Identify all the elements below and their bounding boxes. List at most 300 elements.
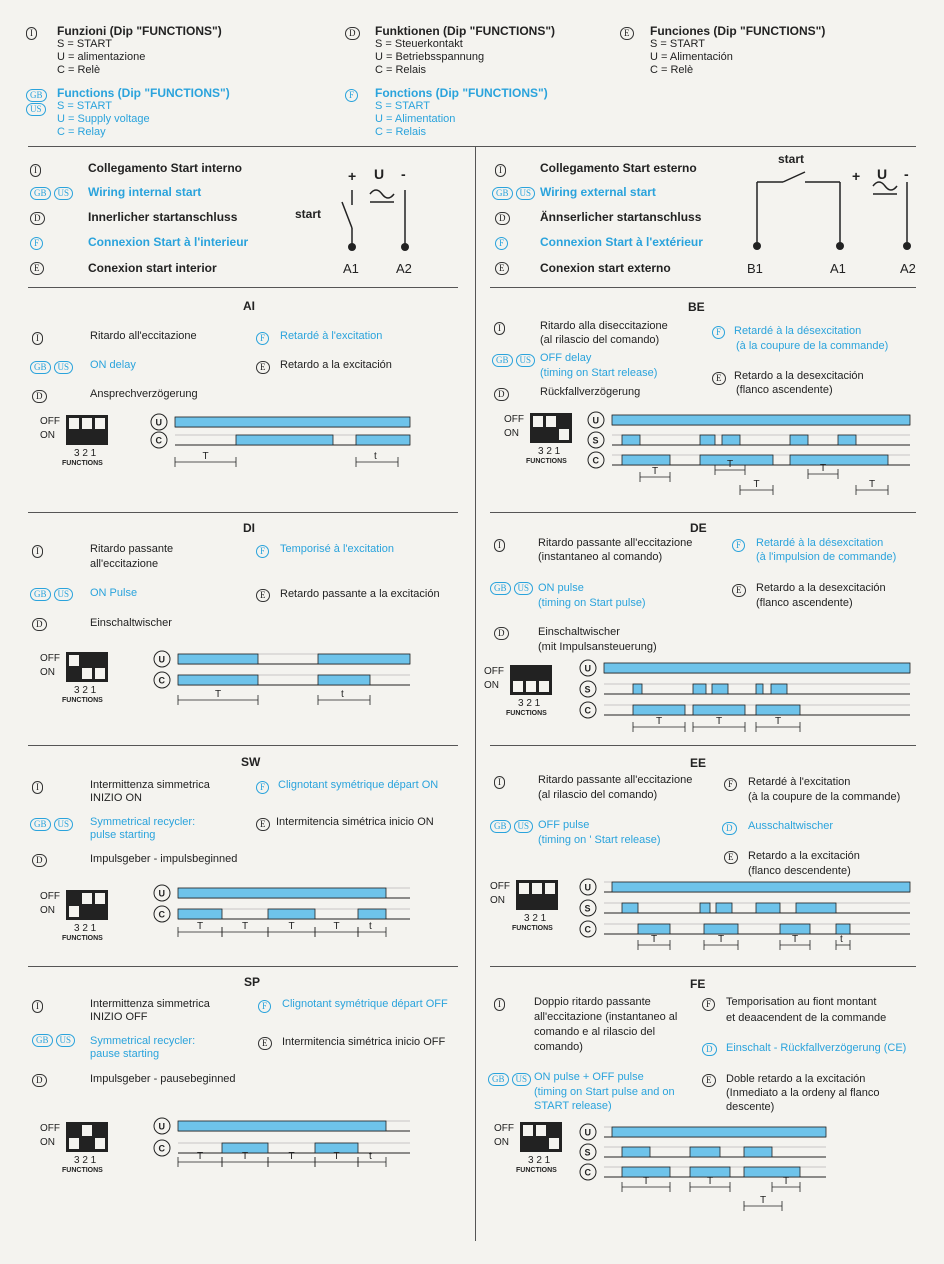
a2-label: A2 bbox=[396, 261, 412, 276]
signal-label: C bbox=[158, 1143, 165, 1154]
text-es: Retardo a la desexcitación bbox=[734, 370, 864, 382]
text-it: (al rilascio del comando) bbox=[540, 334, 660, 346]
dip-functions-label: FUNCTIONS bbox=[62, 1167, 103, 1174]
timer-label: T bbox=[656, 716, 663, 727]
dip-on-label: ON bbox=[504, 428, 519, 439]
text-it: (al rilascio del comando) bbox=[538, 789, 658, 801]
text-es: (flanco ascendente) bbox=[756, 597, 853, 609]
signal-label: C bbox=[584, 924, 591, 935]
text-gb: pulse starting bbox=[90, 829, 156, 841]
functions-line: S = Steuerkontakt bbox=[375, 38, 463, 50]
flag-fr-icon: F bbox=[256, 781, 269, 794]
timer-label: T bbox=[727, 459, 734, 470]
signal-high-pulse bbox=[744, 1167, 800, 1177]
dip-switch-lever bbox=[69, 655, 79, 666]
signal-label: C bbox=[155, 435, 162, 446]
text-gb: (timing on Start release) bbox=[540, 367, 658, 379]
text-it: INIZIO ON bbox=[90, 792, 142, 804]
flag-gb-icon: GB bbox=[488, 1073, 509, 1086]
flag-it-icon: I bbox=[32, 332, 43, 345]
dip-switch-lever bbox=[549, 1138, 559, 1149]
flag-it-icon: I bbox=[495, 164, 506, 177]
functions-title-gb: Functions (Dip "FUNCTIONS") bbox=[57, 86, 230, 100]
flag-es-icon: E bbox=[256, 818, 270, 831]
a1-label: A1 bbox=[830, 261, 846, 276]
text-gb: pause starting bbox=[90, 1048, 160, 1060]
signal-label: C bbox=[158, 675, 165, 686]
dip-switch-lever bbox=[69, 906, 79, 917]
signal-label: C bbox=[592, 455, 599, 466]
flag-it-icon: I bbox=[32, 1000, 43, 1013]
signal-label: U bbox=[158, 654, 165, 665]
text-es: Retardo a la desexcitación bbox=[756, 582, 886, 594]
signal-label: U bbox=[155, 417, 162, 428]
timer-label: T bbox=[820, 463, 827, 474]
text-gb: (timing on ' Start release) bbox=[538, 834, 661, 846]
flag-gb-icon: GB bbox=[30, 187, 51, 200]
signal-high-pulse bbox=[704, 924, 738, 934]
dip-functions-label: FUNCTIONS bbox=[516, 1167, 557, 1174]
functions-line: C = Relè bbox=[650, 64, 694, 76]
timer-label: T bbox=[652, 466, 659, 477]
functions-line: U = alimentazione bbox=[57, 51, 146, 63]
text-gb: Symmetrical recycler: bbox=[90, 816, 196, 828]
text-es: Retardo a la excitación bbox=[748, 850, 860, 862]
text-de: (mit Impulsansteuerung) bbox=[538, 641, 657, 653]
flag-de-icon: D bbox=[722, 822, 737, 835]
timer-label: t bbox=[369, 921, 372, 932]
text-de: Rückfallverzögerung bbox=[540, 386, 641, 398]
wiring-ext-start-label: start bbox=[778, 152, 805, 166]
dip-switch-lever bbox=[539, 681, 549, 692]
functions-line: U = Betriebsspannung bbox=[375, 51, 485, 63]
flag-us-icon: US bbox=[514, 820, 534, 833]
dip-switch-lever bbox=[533, 416, 543, 427]
mode-title: DI bbox=[243, 521, 255, 535]
dip-switch-lever bbox=[513, 681, 523, 692]
text-de: Einschaltwischer bbox=[90, 617, 172, 629]
text-es: (flanco descendente) bbox=[748, 865, 851, 877]
flag-es-icon: E bbox=[30, 262, 44, 275]
text-it: Doppio ritardo passante bbox=[534, 996, 651, 1008]
u-label: U bbox=[877, 166, 888, 182]
functions-title-it: Funzioni (Dip "FUNCTIONS") bbox=[57, 24, 222, 38]
flag-es-icon: E bbox=[620, 27, 634, 40]
timer-label: T bbox=[792, 934, 799, 945]
functions-line: C = Relais bbox=[375, 64, 427, 76]
text-es: Doble retardo a la excitación bbox=[726, 1073, 866, 1085]
text-fr: Temporisation au fiont montant bbox=[726, 996, 877, 1008]
flag-de-icon: D bbox=[345, 27, 360, 40]
timer-label: T bbox=[760, 1195, 767, 1206]
timer-label: T bbox=[718, 934, 725, 945]
flag-us-icon: US bbox=[514, 582, 534, 595]
flag-fr-icon: F bbox=[702, 998, 715, 1011]
signal-high-pulse bbox=[622, 903, 638, 913]
dip-numbers: 3 2 1 bbox=[74, 923, 97, 934]
text-gb: Symmetrical recycler: bbox=[90, 1035, 196, 1047]
signal-high-pulse bbox=[178, 1121, 386, 1131]
flag-it-icon: I bbox=[26, 27, 37, 40]
functions-line: S = START bbox=[57, 100, 112, 112]
functions-line: C = Relay bbox=[57, 126, 106, 138]
flag-gb-icon: GB bbox=[492, 354, 513, 367]
signal-high-pulse bbox=[178, 909, 222, 919]
dip-off-label: OFF bbox=[504, 414, 524, 425]
a2-label: A2 bbox=[900, 261, 916, 276]
signal-high-pulse bbox=[700, 903, 710, 913]
text-es: (flanco ascendente) bbox=[736, 384, 833, 396]
signal-high-pulse bbox=[836, 924, 850, 934]
flag-fr-icon: F bbox=[345, 89, 358, 102]
dip-switch-lever bbox=[95, 893, 105, 904]
text-it: all'eccitazione bbox=[90, 558, 159, 570]
signal-high-pulse bbox=[756, 705, 800, 715]
flag-us-icon: US bbox=[516, 187, 536, 200]
dip-numbers: 3 2 1 bbox=[524, 913, 547, 924]
flag-us-icon: US bbox=[54, 187, 74, 200]
dip-on-label: ON bbox=[494, 1137, 509, 1148]
dip-functions-label: FUNCTIONS bbox=[62, 697, 103, 704]
flag-us-icon: US bbox=[512, 1073, 532, 1086]
dip-off-label: OFF bbox=[40, 1123, 60, 1134]
mode-title: BE bbox=[688, 300, 705, 314]
text-fr: (à l'impulsion de commande) bbox=[756, 551, 897, 563]
flag-es-icon: E bbox=[724, 851, 738, 864]
timer-label: T bbox=[775, 716, 782, 727]
text-it: Ritardo passante all'eccitazione bbox=[538, 774, 693, 786]
dip-on-label: ON bbox=[40, 1137, 55, 1148]
dip-switch-lever bbox=[82, 893, 92, 904]
signal-high-pulse bbox=[268, 909, 315, 919]
flag-it-icon: I bbox=[32, 545, 43, 558]
timer-label: T bbox=[333, 921, 340, 932]
signal-high-pulse bbox=[716, 903, 732, 913]
timer-label: t bbox=[840, 934, 843, 945]
flag-fr-icon: F bbox=[256, 545, 269, 558]
flag-it-icon: I bbox=[30, 164, 41, 177]
dip-switch-lever bbox=[559, 429, 569, 440]
flag-fr-icon: F bbox=[258, 1000, 271, 1013]
dip-numbers: 3 2 1 bbox=[74, 685, 97, 696]
flag-us-icon: US bbox=[56, 1034, 76, 1047]
dip-on-label: ON bbox=[490, 895, 505, 906]
functions-line: S = START bbox=[650, 38, 705, 50]
signal-label: U bbox=[592, 415, 599, 426]
text-fr: (à la coupure de la commande) bbox=[736, 340, 889, 352]
text-gb: ON pulse bbox=[538, 582, 584, 594]
signal-label: S bbox=[592, 435, 599, 446]
text-es: Intermitencia simétrica inicio OFF bbox=[282, 1036, 446, 1048]
dip-on-label: ON bbox=[484, 680, 499, 691]
timer-label: T bbox=[197, 1151, 204, 1162]
dip-functions-label: FUNCTIONS bbox=[526, 458, 567, 465]
flag-us-icon: US bbox=[54, 818, 74, 831]
functions-line: S = START bbox=[57, 38, 112, 50]
signal-high-pulse bbox=[318, 675, 370, 685]
wiring-ext-de: Ännserlicher startanschluss bbox=[540, 210, 702, 224]
dip-off-label: OFF bbox=[494, 1123, 514, 1134]
text-fr: Clignotant symétrique départ ON bbox=[278, 779, 439, 791]
signal-high-pulse bbox=[622, 1147, 650, 1157]
signal-high-pulse bbox=[790, 435, 808, 445]
flag-fr-icon: F bbox=[724, 778, 737, 791]
dip-functions-label: FUNCTIONS bbox=[506, 710, 547, 717]
signal-high-pulse bbox=[796, 903, 836, 913]
flag-gb-icon: GB bbox=[490, 582, 511, 595]
wiring-int-fr: Connexion Start à l'interieur bbox=[88, 235, 249, 249]
flag-de-icon: D bbox=[32, 390, 47, 403]
flag-fr-icon: F bbox=[495, 237, 508, 250]
flag-de-icon: D bbox=[32, 618, 47, 631]
dip-switch-lever bbox=[536, 1125, 546, 1136]
timer-label: T bbox=[651, 934, 658, 945]
dip-switch-lever bbox=[545, 883, 555, 894]
flag-es-icon: E bbox=[256, 589, 270, 602]
flag-it-icon: I bbox=[494, 322, 505, 335]
text-fr: Retardé à l'excitation bbox=[748, 776, 851, 788]
timer-label: T bbox=[215, 689, 222, 700]
dip-numbers: 3 2 1 bbox=[74, 448, 97, 459]
flag-es-icon: E bbox=[702, 1074, 716, 1087]
text-gb: START release) bbox=[534, 1100, 612, 1112]
flag-gb-icon: GB bbox=[490, 820, 511, 833]
text-fr: Retardé à la désexcitation bbox=[756, 537, 884, 549]
signal-high-pulse bbox=[236, 435, 333, 445]
signal-high-pulse bbox=[318, 654, 410, 664]
flag-de-icon: D bbox=[30, 212, 45, 225]
signal-high-pulse bbox=[356, 435, 410, 445]
signal-high-pulse bbox=[790, 455, 888, 465]
wiring-ext-fr: Connexion Start à l'extérieur bbox=[540, 235, 703, 249]
flag-it-icon: I bbox=[494, 998, 505, 1011]
dip-functions-label: FUNCTIONS bbox=[62, 460, 103, 467]
wiring-int-start-label: start bbox=[295, 207, 322, 221]
dip-switch-lever bbox=[519, 883, 529, 894]
text-it: Ritardo all'eccitazione bbox=[90, 330, 197, 342]
signal-high-pulse bbox=[693, 684, 706, 694]
dip-numbers: 3 2 1 bbox=[74, 1155, 97, 1166]
text-it: Intermittenza simmetrica bbox=[90, 998, 210, 1010]
signal-label: S bbox=[584, 684, 591, 695]
text-it: comando e al rilascio del bbox=[534, 1026, 656, 1038]
dip-off-label: OFF bbox=[484, 666, 504, 677]
signal-high-pulse bbox=[838, 435, 856, 445]
functions-title-es: Funciones (Dip "FUNCTIONS") bbox=[650, 24, 826, 38]
signal-label: U bbox=[584, 882, 591, 893]
text-de: Einschalt - Rückfallverzögerung (CE) bbox=[726, 1042, 907, 1054]
signal-label: U bbox=[584, 1127, 591, 1138]
mode-title: EE bbox=[690, 756, 707, 770]
dip-off-label: OFF bbox=[40, 653, 60, 664]
dip-switch-lever bbox=[82, 668, 92, 679]
signal-high-pulse bbox=[633, 705, 685, 715]
timer-label: T bbox=[869, 479, 876, 490]
signal-high-pulse bbox=[756, 684, 763, 694]
wiring-ext-gb: Wiring external start bbox=[540, 185, 656, 199]
dip-switch-lever bbox=[82, 418, 92, 429]
text-fr: Clignotant symétrique départ OFF bbox=[282, 998, 448, 1010]
signal-high-pulse bbox=[771, 684, 787, 694]
wiring-int-gb: Wiring internal start bbox=[88, 185, 202, 199]
dip-on-label: ON bbox=[40, 430, 55, 441]
flag-us-icon: US bbox=[54, 361, 74, 374]
signal-label: U bbox=[158, 888, 165, 899]
signal-high-pulse bbox=[693, 705, 745, 715]
timer-label: T bbox=[707, 1176, 714, 1187]
minus-sign: - bbox=[401, 166, 406, 182]
dip-switch-lever bbox=[69, 418, 79, 429]
signal-high-pulse bbox=[633, 684, 642, 694]
dip-switch-lever bbox=[526, 681, 536, 692]
wiring-ext-es: Conexion start externo bbox=[540, 261, 671, 275]
flag-us-icon: US bbox=[54, 588, 74, 601]
text-it: Ritardo passante bbox=[90, 543, 174, 555]
timer-label: T bbox=[242, 1151, 249, 1162]
text-de: Ansprechverzögerung bbox=[90, 388, 198, 400]
timer-label: T bbox=[716, 716, 723, 727]
flag-gb-icon: GB bbox=[30, 588, 51, 601]
flag-de-icon: D bbox=[494, 627, 509, 640]
text-fr: (à la coupure de la commande) bbox=[748, 791, 901, 803]
flag-it-icon: I bbox=[494, 539, 505, 552]
signal-label: U bbox=[158, 1121, 165, 1132]
text-de: Impulsgeber - pausebeginned bbox=[90, 1073, 236, 1085]
signal-high-pulse bbox=[175, 417, 410, 427]
text-fr: Retardé à l'excitation bbox=[280, 330, 383, 342]
a1-label: A1 bbox=[343, 261, 359, 276]
dip-off-label: OFF bbox=[40, 416, 60, 427]
dip-numbers: 3 2 1 bbox=[518, 698, 541, 709]
text-es: Intermitencia simétrica inicio ON bbox=[276, 816, 434, 828]
timer-label: T bbox=[288, 1151, 295, 1162]
text-fr: Retardé à la désexcitation bbox=[734, 325, 862, 337]
signal-high-pulse bbox=[700, 455, 773, 465]
signal-high-pulse bbox=[744, 1147, 772, 1157]
signal-high-pulse bbox=[756, 903, 780, 913]
dip-switch-lever bbox=[546, 416, 556, 427]
signal-high-pulse bbox=[722, 435, 740, 445]
mode-title: SP bbox=[244, 975, 261, 989]
text-gb: OFF pulse bbox=[538, 819, 590, 831]
text-de: Einschaltwischer bbox=[538, 626, 620, 638]
timer-label: t bbox=[341, 689, 344, 700]
flag-es-icon: E bbox=[495, 262, 509, 275]
mode-title: AI bbox=[243, 299, 255, 313]
signal-high-pulse bbox=[178, 888, 386, 898]
signal-high-pulse bbox=[178, 675, 258, 685]
text-es: Retardo passante a la excitación bbox=[280, 588, 440, 600]
plus-sign: + bbox=[348, 168, 357, 184]
timer-label: T bbox=[202, 451, 209, 462]
functions-line: U = Alimentation bbox=[375, 113, 456, 125]
flag-de-icon: D bbox=[32, 854, 47, 867]
flag-fr-icon: F bbox=[732, 539, 745, 552]
timer-label: T bbox=[197, 921, 204, 932]
text-es: Retardo a la excitación bbox=[280, 359, 392, 371]
flag-us-icon: US bbox=[516, 354, 536, 367]
dip-numbers: 3 2 1 bbox=[538, 446, 561, 457]
wiring-ext-it: Collegamento Start esterno bbox=[540, 161, 697, 175]
text-fr: Temporisé à l'excitation bbox=[280, 543, 394, 555]
mode-title: DE bbox=[690, 521, 707, 535]
dip-functions-label: FUNCTIONS bbox=[62, 935, 103, 942]
flag-gb-icon: GB bbox=[26, 89, 47, 102]
text-gb: (timing on Start pulse and on bbox=[534, 1086, 675, 1098]
flag-fr-icon: F bbox=[256, 332, 269, 345]
text-gb: ON delay bbox=[90, 359, 136, 371]
flag-es-icon: E bbox=[712, 372, 726, 385]
text-es: descente) bbox=[726, 1101, 775, 1113]
text-it: (instantaneo al comando) bbox=[538, 551, 663, 563]
plus-sign: + bbox=[852, 168, 861, 184]
timer-label: T bbox=[288, 921, 295, 932]
dip-switch-lever bbox=[82, 1125, 92, 1136]
mode-title: SW bbox=[241, 755, 261, 769]
wiring-int-es: Conexion start interior bbox=[88, 261, 217, 275]
flag-gb-icon: GB bbox=[30, 361, 51, 374]
text-gb: (timing on Start pulse) bbox=[538, 597, 646, 609]
functions-line: C = Relais bbox=[375, 126, 427, 138]
signal-high-pulse bbox=[178, 654, 258, 664]
dip-numbers: 3 2 1 bbox=[528, 1155, 551, 1166]
text-es: (Inmediato a la ordeny al flanco bbox=[726, 1087, 880, 1099]
flag-gb-icon: GB bbox=[492, 187, 513, 200]
signal-label: C bbox=[158, 909, 165, 920]
signal-high-pulse bbox=[622, 435, 640, 445]
dip-off-label: OFF bbox=[490, 881, 510, 892]
flag-it-icon: I bbox=[494, 776, 505, 789]
text-de: Ausschaltwischer bbox=[748, 820, 833, 832]
dip-switch-lever bbox=[532, 883, 542, 894]
signal-label: C bbox=[584, 1167, 591, 1178]
signal-high-pulse bbox=[638, 924, 670, 934]
text-gb: ON pulse + OFF pulse bbox=[534, 1071, 644, 1083]
signal-high-pulse bbox=[700, 435, 715, 445]
text-de: Impulsgeber - impulsbeginned bbox=[90, 853, 238, 865]
functions-line: U = Alimentación bbox=[650, 51, 733, 63]
flag-de-icon: D bbox=[494, 388, 509, 401]
flag-it-icon: I bbox=[32, 781, 43, 794]
flag-gb-icon: GB bbox=[30, 818, 51, 831]
signal-high-pulse bbox=[612, 882, 910, 892]
dip-switch-lever bbox=[523, 1125, 533, 1136]
text-fr: et deaacendent de la commande bbox=[726, 1012, 887, 1024]
flag-es-icon: E bbox=[732, 584, 746, 597]
text-gb: ON Pulse bbox=[90, 587, 138, 599]
timer-label: T bbox=[753, 479, 760, 490]
timer-label: t bbox=[374, 451, 377, 462]
timer-label: T bbox=[242, 921, 249, 932]
text-it: INIZIO OFF bbox=[90, 1011, 148, 1023]
flag-us-icon: US bbox=[26, 103, 46, 116]
signal-label: S bbox=[584, 903, 591, 914]
signal-high-pulse bbox=[690, 1147, 720, 1157]
timer-label: T bbox=[783, 1176, 790, 1187]
text-gb: OFF delay bbox=[540, 352, 592, 364]
dip-on-label: ON bbox=[40, 667, 55, 678]
b1-label: B1 bbox=[747, 261, 763, 276]
text-it: all'eccitazione (instantaneo al bbox=[534, 1011, 678, 1023]
signal-high-pulse bbox=[622, 455, 670, 465]
signal-label: C bbox=[584, 705, 591, 716]
dip-switch-lever bbox=[95, 418, 105, 429]
dip-switch-lever bbox=[95, 1138, 105, 1149]
flag-de-icon: D bbox=[495, 212, 510, 225]
functions-line: U = Supply voltage bbox=[57, 113, 150, 125]
text-it: comando) bbox=[534, 1041, 583, 1053]
text-it: Ritardo passante all'eccitazione bbox=[538, 537, 693, 549]
